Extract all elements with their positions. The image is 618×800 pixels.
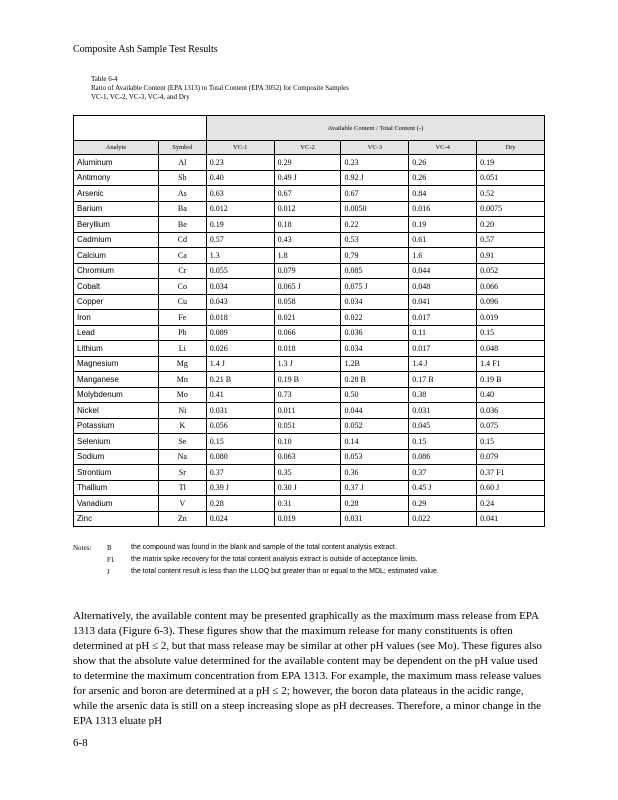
ratio-cell: 0.0050 <box>341 201 409 217</box>
symbol-cell: Cu <box>158 294 206 310</box>
ratio-cell: 0.0075 <box>477 201 545 217</box>
ratio-cell: 0.35 <box>274 465 341 481</box>
table-row <box>74 248 545 264</box>
symbol-cell: Ni <box>158 403 206 419</box>
analyte-cell: Molybdenum <box>74 387 159 403</box>
ratio-cell: 0.026 <box>206 341 274 357</box>
ratio-cell: 0.016 <box>409 201 477 217</box>
ratio-cell: 0.19 B <box>477 372 545 388</box>
ratio-cell: 0.063 <box>274 449 341 465</box>
analyte-cell: Sodium <box>74 449 159 465</box>
ratio-cell: 0.40 <box>206 170 274 186</box>
symbol-cell: Se <box>158 434 206 450</box>
analyte-cell: Barium <box>74 201 159 217</box>
column-header: Analyte <box>74 141 159 155</box>
analyte-cell: Nickel <box>74 403 159 419</box>
ratio-cell: 0.38 <box>409 387 477 403</box>
ratio-cell: 0.031 <box>409 403 477 419</box>
analyte-cell: Antimony <box>74 170 159 186</box>
group-header: Available Content / Total Content (-) <box>206 116 544 141</box>
ratio-cell: 0.086 <box>409 449 477 465</box>
ratio-cell: 0.52 <box>477 186 545 202</box>
ratio-cell: 0.022 <box>409 511 477 527</box>
note-text: the compound was found in the blank and sample of the total content analysis extract. <box>131 544 397 551</box>
ratio-cell: 0.15 <box>477 434 545 450</box>
symbol-cell: Cr <box>158 263 206 279</box>
ratio-cell: 0.24 <box>477 496 545 512</box>
ratio-cell: 0.73 <box>274 387 341 403</box>
table-row <box>74 294 545 310</box>
ratio-cell: 0.012 <box>206 201 274 217</box>
column-header: VC-1 <box>206 141 274 155</box>
ratio-cell: 0.37 <box>409 465 477 481</box>
analyte-cell: Calcium <box>74 248 159 264</box>
analyte-cell: Thallium <box>74 480 159 496</box>
symbol-cell: Sr <box>158 465 206 481</box>
analyte-cell: Lithium <box>74 341 159 357</box>
ratio-cell: 0.044 <box>341 403 409 419</box>
table-caption <box>91 75 349 102</box>
ratio-cell: 0.19 B <box>274 372 341 388</box>
table-row <box>74 170 545 186</box>
ratio-cell: 0.031 <box>341 511 409 527</box>
ratio-cell: 0.041 <box>477 511 545 527</box>
ratio-cell: 0.052 <box>477 263 545 279</box>
ratio-cell: 0.60 J <box>477 480 545 496</box>
table-row <box>74 155 545 171</box>
ratio-cell: 0.22 <box>341 217 409 233</box>
symbol-cell: Pb <box>158 325 206 341</box>
table-subtitle: VC-1, VC-2, VC-3, VC-4, and Dry <box>91 93 190 101</box>
ratio-cell: 0.67 <box>274 186 341 202</box>
ratio-cell: 0.048 <box>409 279 477 295</box>
ratio-cell: 0.079 <box>274 263 341 279</box>
ratio-cell: 0.075 J <box>341 279 409 295</box>
ratio-cell: 0.018 <box>274 341 341 357</box>
table-row <box>74 465 545 481</box>
analyte-cell: Potassium <box>74 418 159 434</box>
ratio-cell: 0.30 J <box>274 480 341 496</box>
ratio-cell: 0.19 <box>477 155 545 171</box>
table-row <box>74 480 545 496</box>
analyte-cell: Vanadium <box>74 496 159 512</box>
ratio-cell: 0.045 <box>409 418 477 434</box>
ratio-cell: 0.57 <box>477 232 545 248</box>
symbol-cell: Sb <box>158 170 206 186</box>
symbol-cell: Tl <box>158 480 206 496</box>
symbol-cell: Co <box>158 279 206 295</box>
ratio-cell: 0.45 J <box>409 480 477 496</box>
ratio-cell: 0.37 F1 <box>477 465 545 481</box>
ratio-cell: 1.6 <box>409 248 477 264</box>
ratio-cell: 0.017 <box>409 310 477 326</box>
ratio-cell: 0.055 <box>206 263 274 279</box>
table-row <box>74 496 545 512</box>
ratio-cell: 0.29 <box>409 496 477 512</box>
ratio-cell: 0.37 J <box>341 480 409 496</box>
ratio-cell: 0.28 <box>341 496 409 512</box>
analyte-cell: Lead <box>74 325 159 341</box>
ratio-cell: 0.041 <box>409 294 477 310</box>
ratio-cell: 0.39 J <box>206 480 274 496</box>
ratio-cell: 0.23 <box>206 155 274 171</box>
ratio-cell: 0.91 <box>477 248 545 264</box>
analyte-cell: Cobalt <box>74 279 159 295</box>
column-header: VC-4 <box>409 141 477 155</box>
table-row <box>74 341 545 357</box>
note-code: F1 <box>107 556 115 564</box>
symbol-cell: Al <box>158 155 206 171</box>
ratio-cell: 0.044 <box>409 263 477 279</box>
ratio-cell: 0.57 <box>206 232 274 248</box>
analyte-cell: Arsenic <box>74 186 159 202</box>
table-row <box>74 279 545 295</box>
table-row <box>74 232 545 248</box>
ratio-cell: 0.052 <box>341 418 409 434</box>
note-code: J <box>107 568 110 576</box>
ratio-cell: 0.019 <box>274 511 341 527</box>
analyte-cell: Iron <box>74 310 159 326</box>
ratio-cell: 0.15 <box>206 434 274 450</box>
symbol-cell: K <box>158 418 206 434</box>
ratio-cell: 0.49 J <box>274 170 341 186</box>
table-row <box>74 310 545 326</box>
analyte-cell: Manganese <box>74 372 159 388</box>
notes-label: Notes: <box>73 544 92 552</box>
table-corner <box>74 116 207 141</box>
ratio-cell: 0.28 <box>206 496 274 512</box>
ratio-cell: 1.3 <box>206 248 274 264</box>
ratio-cell: 0.043 <box>206 294 274 310</box>
ratio-cell: 0.19 <box>206 217 274 233</box>
ratio-cell: 0.034 <box>206 279 274 295</box>
symbol-cell: Cd <box>158 232 206 248</box>
analyte-cell: Zinc <box>74 511 159 527</box>
ratio-cell: 0.053 <box>341 449 409 465</box>
table-row <box>74 403 545 419</box>
symbol-cell: Zn <box>158 511 206 527</box>
ratio-cell: 0.18 <box>274 217 341 233</box>
ratio-cell: 0.066 <box>477 279 545 295</box>
ratio-cell: 0.022 <box>341 310 409 326</box>
ratio-cell: 0.036 <box>341 325 409 341</box>
analyte-cell: Strontium <box>74 465 159 481</box>
symbol-cell: As <box>158 186 206 202</box>
column-header: Dry <box>477 141 545 155</box>
ratio-cell: 0.15 <box>409 434 477 450</box>
ratio-cell: 0.036 <box>477 403 545 419</box>
symbol-cell: Fe <box>158 310 206 326</box>
ratio-cell: 0.051 <box>274 418 341 434</box>
symbol-cell: Ba <box>158 201 206 217</box>
ratio-cell: 0.075 <box>477 418 545 434</box>
ratio-cell: 0.53 <box>341 232 409 248</box>
ratio-cell: 0.11 <box>409 325 477 341</box>
ratio-cell: 0.017 <box>409 341 477 357</box>
ratio-cell: 0.089 <box>206 325 274 341</box>
ratio-cell: 0.23 <box>341 155 409 171</box>
ratio-cell: 0.84 <box>409 186 477 202</box>
note-text: the matrix spike recovery for the total content analysis extract is outside of acceptance limits. <box>131 556 418 563</box>
ratio-cell: 0.37 <box>206 465 274 481</box>
ratio-cell: 0.36 <box>341 465 409 481</box>
analyte-cell: Aluminum <box>74 155 159 171</box>
note-code: B <box>107 544 112 552</box>
ratio-cell: 0.67 <box>341 186 409 202</box>
ratio-cell: 0.051 <box>477 170 545 186</box>
ratio-cell: 0.92 J <box>341 170 409 186</box>
ratio-cell: 0.14 <box>341 434 409 450</box>
ratio-cell: 1.3 J <box>274 356 341 372</box>
ratio-cell: 0.17 B <box>409 372 477 388</box>
ratio-cell: 0.79 <box>341 248 409 264</box>
table-row <box>74 201 545 217</box>
ratio-cell: 0.085 <box>341 263 409 279</box>
ratio-cell: 0.50 <box>341 387 409 403</box>
table-row <box>74 434 545 450</box>
ratio-cell: 0.43 <box>274 232 341 248</box>
table-number: Table 6-4 <box>91 75 118 83</box>
column-header: Symbol <box>158 141 206 155</box>
page-number: 6-8 <box>73 737 88 749</box>
table-row <box>74 186 545 202</box>
ratio-cell: 1.8 <box>274 248 341 264</box>
symbol-cell: Na <box>158 449 206 465</box>
ratio-cell: 0.011 <box>274 403 341 419</box>
ratio-cell: 0.40 <box>477 387 545 403</box>
analyte-cell: Beryllium <box>74 217 159 233</box>
ratio-cell: 0.28 B <box>341 372 409 388</box>
symbol-cell: Mg <box>158 356 206 372</box>
symbol-cell: Be <box>158 217 206 233</box>
symbol-cell: Ca <box>158 248 206 264</box>
ratio-cell: 0.41 <box>206 387 274 403</box>
ratio-cell: 0.21 B <box>206 372 274 388</box>
ratio-cell: 0.065 J <box>274 279 341 295</box>
table-row <box>74 418 545 434</box>
table-title: Ratio of Available Content (EPA 1313) to Total Content (EPA 3052) for Composite Samples <box>91 84 349 92</box>
ratio-cell: 0.26 <box>409 155 477 171</box>
column-header: VC-2 <box>274 141 341 155</box>
ratio-cell: 0.048 <box>477 341 545 357</box>
table-body <box>74 155 545 527</box>
table-row <box>74 387 545 403</box>
ratio-cell: 1.4 J <box>206 356 274 372</box>
ratio-cell: 0.019 <box>477 310 545 326</box>
ratio-cell: 1.4 J <box>409 356 477 372</box>
table-row <box>74 449 545 465</box>
running-header: Composite Ash Sample Test Results <box>73 44 218 55</box>
ratio-cell: 0.20 <box>477 217 545 233</box>
ratio-cell: 0.058 <box>274 294 341 310</box>
table-row <box>74 511 545 527</box>
ratio-cell: 0.024 <box>206 511 274 527</box>
table-row <box>74 325 545 341</box>
column-header-row <box>74 141 545 155</box>
ratio-cell: 0.63 <box>206 186 274 202</box>
ratio-cell: 0.15 <box>477 325 545 341</box>
table-row <box>74 263 545 279</box>
symbol-cell: V <box>158 496 206 512</box>
ratio-cell: 0.018 <box>206 310 274 326</box>
table-row <box>74 372 545 388</box>
table-row <box>74 356 545 372</box>
ratio-cell: 0.29 <box>274 155 341 171</box>
ratio-cell: 0.056 <box>206 418 274 434</box>
ratio-cell: 0.10 <box>274 434 341 450</box>
analyte-cell: Magnesium <box>74 356 159 372</box>
ratio-cell: 0.080 <box>206 449 274 465</box>
symbol-cell: Mo <box>158 387 206 403</box>
ratio-cell: 0.079 <box>477 449 545 465</box>
analyte-cell: Copper <box>74 294 159 310</box>
ratio-cell: 0.066 <box>274 325 341 341</box>
ratio-cell: 1.4 F1 <box>477 356 545 372</box>
ratio-cell: 0.26 <box>409 170 477 186</box>
ratio-cell: 0.031 <box>206 403 274 419</box>
table-row <box>74 217 545 233</box>
symbol-cell: Li <box>158 341 206 357</box>
body-paragraph: Alternatively, the available content may be presented graphically as the maximum mass release from EPA 1313 data (Figure 6-3). These figures show that the maximum release for many constituents is often determined at pH ≤ 2, but that mass release may be similar at other pH values (see Mo). These figures also show that the absolute value determined for the available content may be dependent on the pH value used to determine the maximum concentration from EPA 1313. For example, the maximum mass release values for arsenic and boron are determined at a pH ≤ 2; however, the boron data plateaus in the acidic range, while the arsenic data is still on a steep increasing slope as pH decreases. Therefore, a minor change in the EPA 1313 eluate pH <box>73 610 542 727</box>
ratio-cell: 0.096 <box>477 294 545 310</box>
symbol-cell: Mn <box>158 372 206 388</box>
ratio-cell: 0.31 <box>274 496 341 512</box>
ratio-cell: 0.021 <box>274 310 341 326</box>
ratio-cell: 0.61 <box>409 232 477 248</box>
ratio-cell: 0.19 <box>409 217 477 233</box>
ratio-cell: 0.034 <box>341 341 409 357</box>
ratio-cell: 0.012 <box>274 201 341 217</box>
analyte-cell: Cadmium <box>74 232 159 248</box>
analyte-cell: Selenium <box>74 434 159 450</box>
ratio-table <box>73 115 545 527</box>
ratio-cell: 1.2B <box>341 356 409 372</box>
ratio-cell: 0.034 <box>341 294 409 310</box>
note-text: the total content result is less than the LLOQ but greater than or equal to the MDL; estimated value. <box>131 568 439 575</box>
analyte-cell: Chromium <box>74 263 159 279</box>
column-header: VC-3 <box>341 141 409 155</box>
